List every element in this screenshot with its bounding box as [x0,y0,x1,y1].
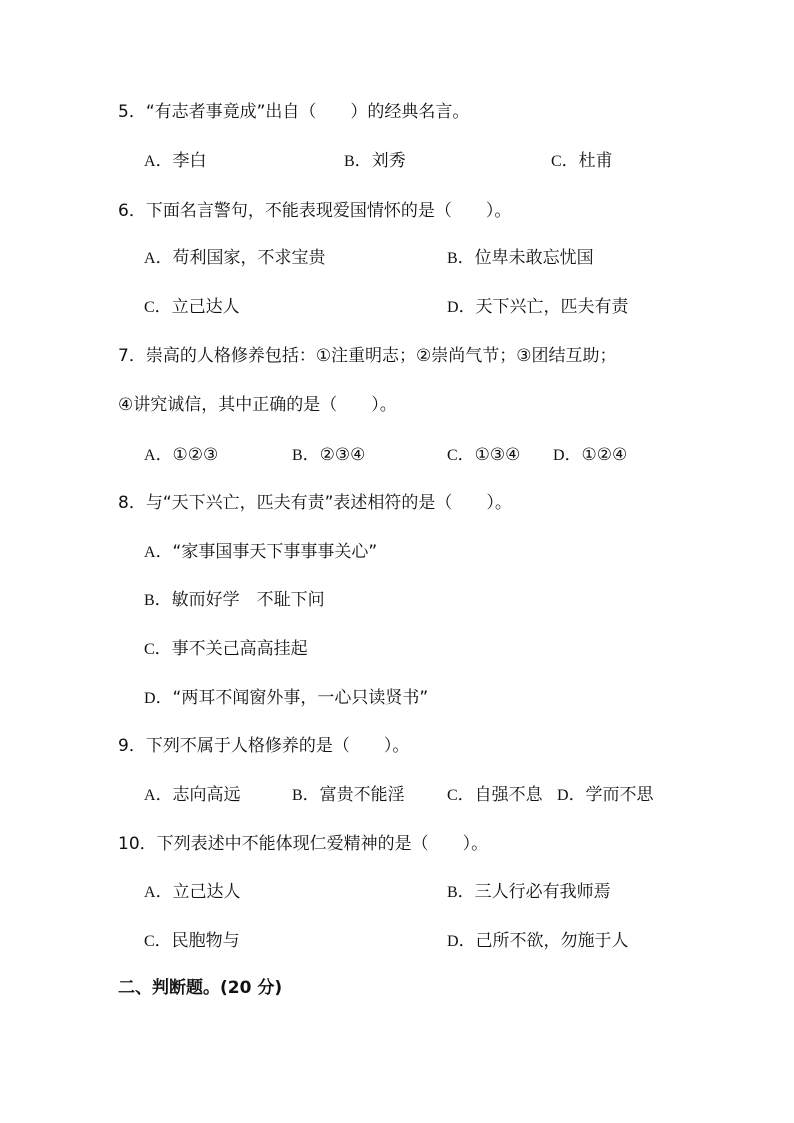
option-text: ．三人行必有我师焉 [457,882,611,902]
option-text: ．杜甫 [561,151,613,171]
question-6-option-b [447,247,594,270]
question-7-option-a [144,444,218,467]
option-text: ．立己达人 [154,297,240,317]
option-letter: C [144,641,155,658]
option-letter: A [144,544,156,561]
question-5-stem: 5．“有志者事竟成”出自（ ）的经典名言。 [118,102,470,122]
option-text: ．位卑未敢忘忧国 [457,248,594,268]
question-7-option-b [292,444,365,467]
option-letter: D [553,447,565,464]
option-text: ．事不关己高高挂起 [154,639,308,659]
question-10-option-c [144,930,240,953]
question-8-option-c [144,638,308,661]
option-letter: D [447,299,459,316]
question-7-stem-line-2: ④讲究诚信，其中正确的是（ ）。 [118,395,397,415]
question-8-option-a [144,541,377,564]
option-text: ．①②③ [155,445,219,465]
question-6-option-c [144,296,240,319]
option-text: ．敏而好学 不耻下问 [154,590,325,610]
option-text: ．民胞物与 [154,931,240,951]
question-10-option-a [144,881,241,904]
question-7-stem-line-1: 7．崇高的人格修养包括：①注重明志；②崇尚气节；③团结互助； [118,346,617,366]
question-8-option-b [144,589,325,612]
option-letter: C [144,933,155,950]
option-text: ．①③④ [457,445,521,465]
option-letter: B [144,592,155,609]
option-text: ．苟利国家，不求宝贵 [155,248,326,268]
option-text: ．自强不息 [457,785,543,805]
question-6-option-a [144,247,326,270]
option-text: ．李白 [155,151,207,171]
section-heading-true-false: 二、判断题。(20 分) [118,978,283,998]
question-6-stem: 6．下面名言警句，不能表现爱国情怀的是（ ）。 [118,201,512,221]
option-text: ．立己达人 [155,882,241,902]
question-9-option-b [292,784,405,807]
option-text: ．②③④ [302,445,366,465]
option-text: ．富贵不能淫 [302,785,405,805]
option-letter: B [344,153,355,170]
option-letter: B [447,884,458,901]
option-letter: D [144,690,156,707]
option-letter: A [144,153,156,170]
question-10-option-b [447,881,611,904]
question-9-option-d [557,784,654,807]
option-letter: A [144,787,156,804]
question-5-option-c [551,150,613,173]
option-letter: B [292,787,303,804]
option-letter: A [144,250,156,267]
option-letter: B [292,447,303,464]
option-text: ．①②④ [564,445,628,465]
option-text: ．“两耳不闻窗外事，一心只读贤书” [155,688,429,708]
option-letter: C [447,447,458,464]
option-letter: A [144,884,156,901]
question-8-stem: 8．与“天下兴亡，匹夫有责”表述相符的是（ ）。 [118,493,512,513]
question-10-stem: 10．下列表述中不能体现仁爱精神的是（ ）。 [118,834,489,854]
question-5-option-a [144,150,207,173]
option-letter: B [447,250,458,267]
question-9-option-c [447,784,543,807]
question-9-stem: 9．下列不属于人格修养的是（ ）。 [118,736,410,756]
option-text: ．刘秀 [354,151,406,171]
option-text: ．己所不欲，勿施于人 [458,931,629,951]
option-letter: C [551,153,562,170]
question-7-option-c [447,444,520,467]
option-letter: D [447,933,459,950]
option-text: ．天下兴亡，匹夫有责 [458,297,629,317]
option-letter: C [144,299,155,316]
question-9-option-a [144,784,241,807]
question-7-option-d [553,444,627,467]
option-letter: D [557,787,569,804]
question-10-option-d [447,930,629,953]
option-letter: A [144,447,156,464]
option-letter: C [447,787,458,804]
question-5-option-b [344,150,406,173]
option-text: ．学而不思 [568,785,654,805]
option-text: ．志向高远 [155,785,241,805]
option-text: ．“家事国事天下事事事关心” [155,542,378,562]
question-8-option-d [144,687,428,710]
question-6-option-d [447,296,629,319]
